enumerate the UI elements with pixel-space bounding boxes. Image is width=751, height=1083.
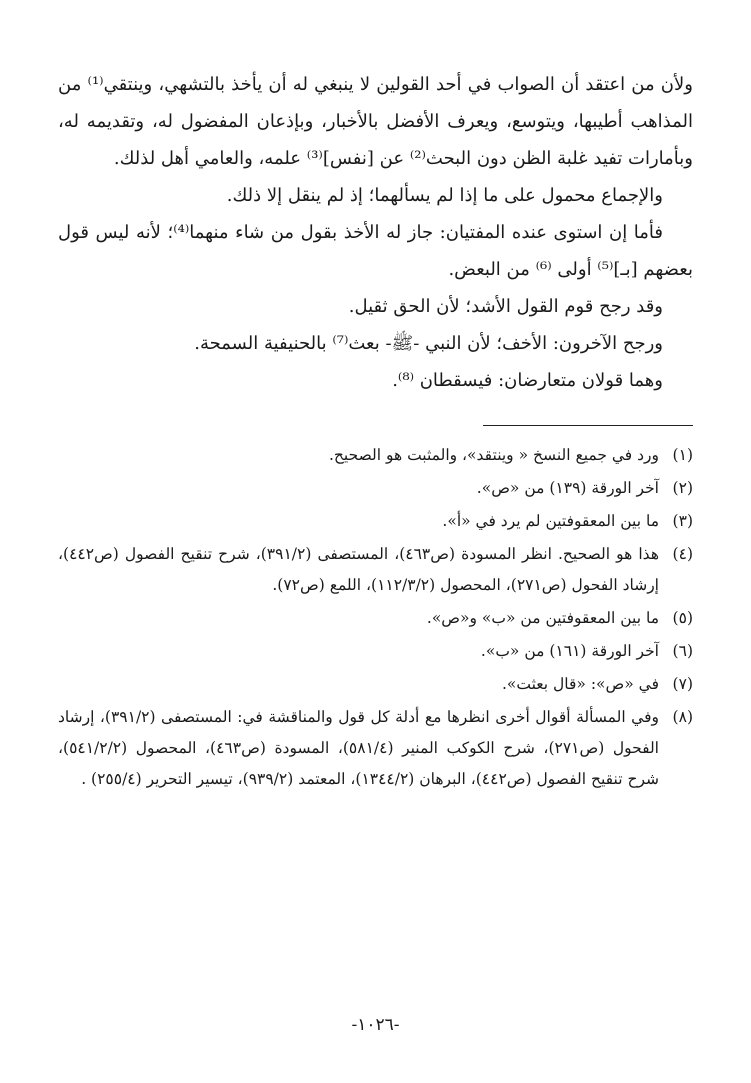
body-paragraph: وهما قولان متعارضان: فيسقطان ⁽⁸⁾. bbox=[392, 370, 663, 391]
footnote-separator bbox=[483, 425, 693, 426]
footnote bbox=[58, 440, 693, 471]
footnote-number: (٥) bbox=[672, 609, 693, 627]
footnote-number: (٣) bbox=[672, 512, 693, 530]
footnote-text: هذا هو الصحيح. انظر المسودة (ص٤٦٣)، المستصفى (٣٩١/٢)، شرح تنقيح الفصول (ص٤٤٢)، إرشاد الفحول (ص٢٧١)، المحصول (١١٢/٣/٢)، اللمع (ص٧٢). bbox=[58, 545, 659, 594]
body-paragraph: وقد رجح قوم القول الأشد؛ لأن الحق ثقيل. bbox=[348, 296, 663, 317]
body-paragraph: ولأن من اعتقد أن الصواب في أحد القولين لا ينبغي له أن يأخذ بالتشهي، وينتقي⁽¹⁾ من المذاهب أطيبها، ويتوسع، ويعرف الأفضل بالأخبار، وبإذعان المفضول له، وتقديمه له، وبأمارات تفيد غلبة الظن دون البحث⁽²⁾ عن [نفس]⁽³⁾ علمه، والعامي أهل لذلك. bbox=[58, 74, 693, 169]
footnote-number: (١) bbox=[672, 446, 693, 464]
main-text bbox=[58, 66, 693, 399]
page-content bbox=[58, 66, 693, 797]
footnote bbox=[58, 636, 693, 667]
footnote-text: في «ص»: «قال بعثت». bbox=[501, 675, 659, 693]
body-paragraph: فأما إن استوى عنده المفتيان: جاز له الأخذ بقول من شاء منهما⁽⁴⁾؛ لأنه ليس قول بعضهم [بـ]⁽⁵⁾ أولى ⁽⁶⁾ من البعض. bbox=[58, 222, 693, 280]
footnote-number: (٨) bbox=[672, 708, 693, 726]
footnote-text: ما بين المعقوفتين من «ب» و«ص». bbox=[426, 609, 659, 627]
footnote-number: (٧) bbox=[672, 675, 693, 693]
footnotes bbox=[58, 440, 693, 795]
footnote-number: (٢) bbox=[672, 479, 693, 497]
footnote bbox=[58, 702, 693, 795]
body-paragraph: والإجماع محمول على ما إذا لم يسألهما؛ إذ لم ينقل إلا ذلك. bbox=[226, 185, 663, 206]
footnote bbox=[58, 473, 693, 504]
footnote-text: آخر الورقة (١٣٩) من «ص». bbox=[476, 479, 659, 497]
footnote-number: (٦) bbox=[672, 642, 693, 660]
footnote-text: ما بين المعقوفتين لم يرد في «أ». bbox=[442, 512, 659, 530]
footnote bbox=[58, 669, 693, 700]
footnote-text: آخر الورقة (١٦١) من «ب». bbox=[480, 642, 659, 660]
footnote-text: وفي المسألة أقوال أخرى انظرها مع أدلة كل قول والمناقشة في: المستصفى (٣٩١/٢)، إرشاد الفحول (ص٢٧١)، شرح الكوكب المنير (٥٨١/٤)، المسودة (ص٤٦٣)، المحصول (٥٤١/٢/٢)، شرح تنقيح الفصول (ص٤٤٢)، البرهان (١٣٤٤/٢)، المعتمد (٩٣٩/٢)، تيسير التحرير (٢٥٥/٤) . bbox=[58, 708, 659, 788]
footnote bbox=[58, 539, 693, 601]
footnote-text: ورد في جميع النسخ « وينتقد»، والمثبت هو الصحيح. bbox=[328, 446, 659, 464]
footnote bbox=[58, 603, 693, 634]
footnote bbox=[58, 506, 693, 537]
footnote-number: (٤) bbox=[672, 545, 693, 563]
body-paragraph: ورجح الآخرون: الأخف؛ لأن النبي -ﷺ- بعث⁽⁷⁾ بالحنيفية السمحة. bbox=[194, 333, 663, 354]
page-number: -١٠٢٦- bbox=[351, 1015, 400, 1035]
